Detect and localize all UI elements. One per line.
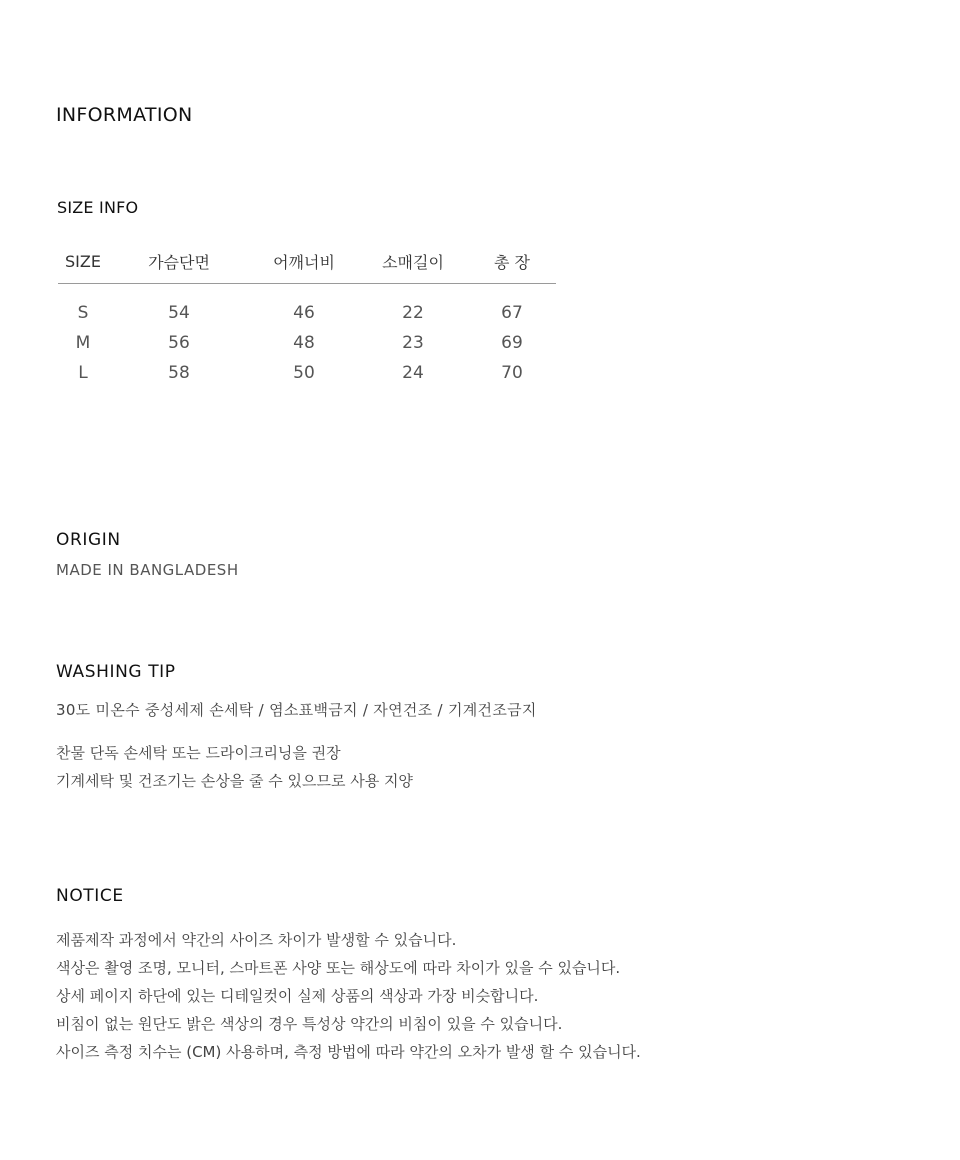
- list-item: 비침이 없는 원단도 밝은 색상의 경우 특성상 약간의 비침이 있을 수 있습니다.: [56, 1015, 563, 1033]
- size-table-header-chest: 가슴단면: [108, 246, 250, 284]
- table-cell: 70: [501, 363, 523, 383]
- table-cell: 23: [402, 333, 424, 353]
- table-cell: M: [75, 333, 91, 353]
- table-cell: 56: [168, 333, 190, 353]
- table-cell: 58: [168, 363, 190, 383]
- table-row: [58, 328, 556, 358]
- size-table: [58, 246, 556, 388]
- table-cell: 54: [168, 303, 190, 323]
- size-table-header-length: 총 장: [468, 246, 556, 284]
- table-cell: 69: [501, 333, 523, 353]
- table-cell: 50: [293, 363, 315, 383]
- information-title: INFORMATION: [56, 104, 193, 126]
- list-item: 색상은 촬영 조명, 모니터, 스마트폰 사양 또는 해상도에 따라 차이가 있을 수 있습니다.: [56, 959, 621, 977]
- size-table-header-size: SIZE: [58, 246, 108, 284]
- list-item: 기계세탁 및 건조기는 손상을 줄 수 있으므로 사용 지양: [56, 772, 413, 790]
- table-cell: 46: [293, 303, 315, 323]
- table-cell: 22: [402, 303, 424, 323]
- list-item: 사이즈 측정 치수는 (CM) 사용하며, 측정 방법에 따라 약간의 오차가 발생 할 수 있습니다.: [56, 1043, 641, 1061]
- washing-tip-lines: [56, 739, 413, 795]
- list-item: 찬물 단독 손세탁 또는 드라이크리닝을 권장: [56, 744, 341, 762]
- list-item: 제품제작 과정에서 약간의 사이즈 차이가 발생할 수 있습니다.: [56, 931, 457, 949]
- table-row: [58, 358, 556, 388]
- notice-lines: [56, 926, 641, 1066]
- table-cell: L: [78, 363, 88, 383]
- list-item: 상세 페이지 하단에 있는 디테일컷이 실제 상품의 색상과 가장 비슷합니다.: [56, 987, 539, 1005]
- table-cell: 24: [402, 363, 424, 383]
- size-table-header-shoulder: 어깨너비: [250, 246, 358, 284]
- notice-title: NOTICE: [56, 886, 124, 906]
- size-info-title: SIZE INFO: [57, 198, 139, 217]
- table-cell: 48: [293, 333, 315, 353]
- washing-tip-summary: 30도 미온수 중성세제 손세탁 / 염소표백금지 / 자연건조 / 기계건조금지: [56, 701, 537, 719]
- size-table-header-row: [58, 246, 556, 284]
- table-row: [58, 284, 556, 329]
- washing-tip-title: WASHING TIP: [56, 662, 176, 682]
- table-cell: 67: [501, 303, 523, 323]
- table-cell: S: [77, 303, 89, 323]
- size-table-header-sleeve: 소매길이: [358, 246, 468, 284]
- origin-title: ORIGIN: [56, 530, 121, 550]
- origin-value: MADE IN BANGLADESH: [56, 561, 239, 579]
